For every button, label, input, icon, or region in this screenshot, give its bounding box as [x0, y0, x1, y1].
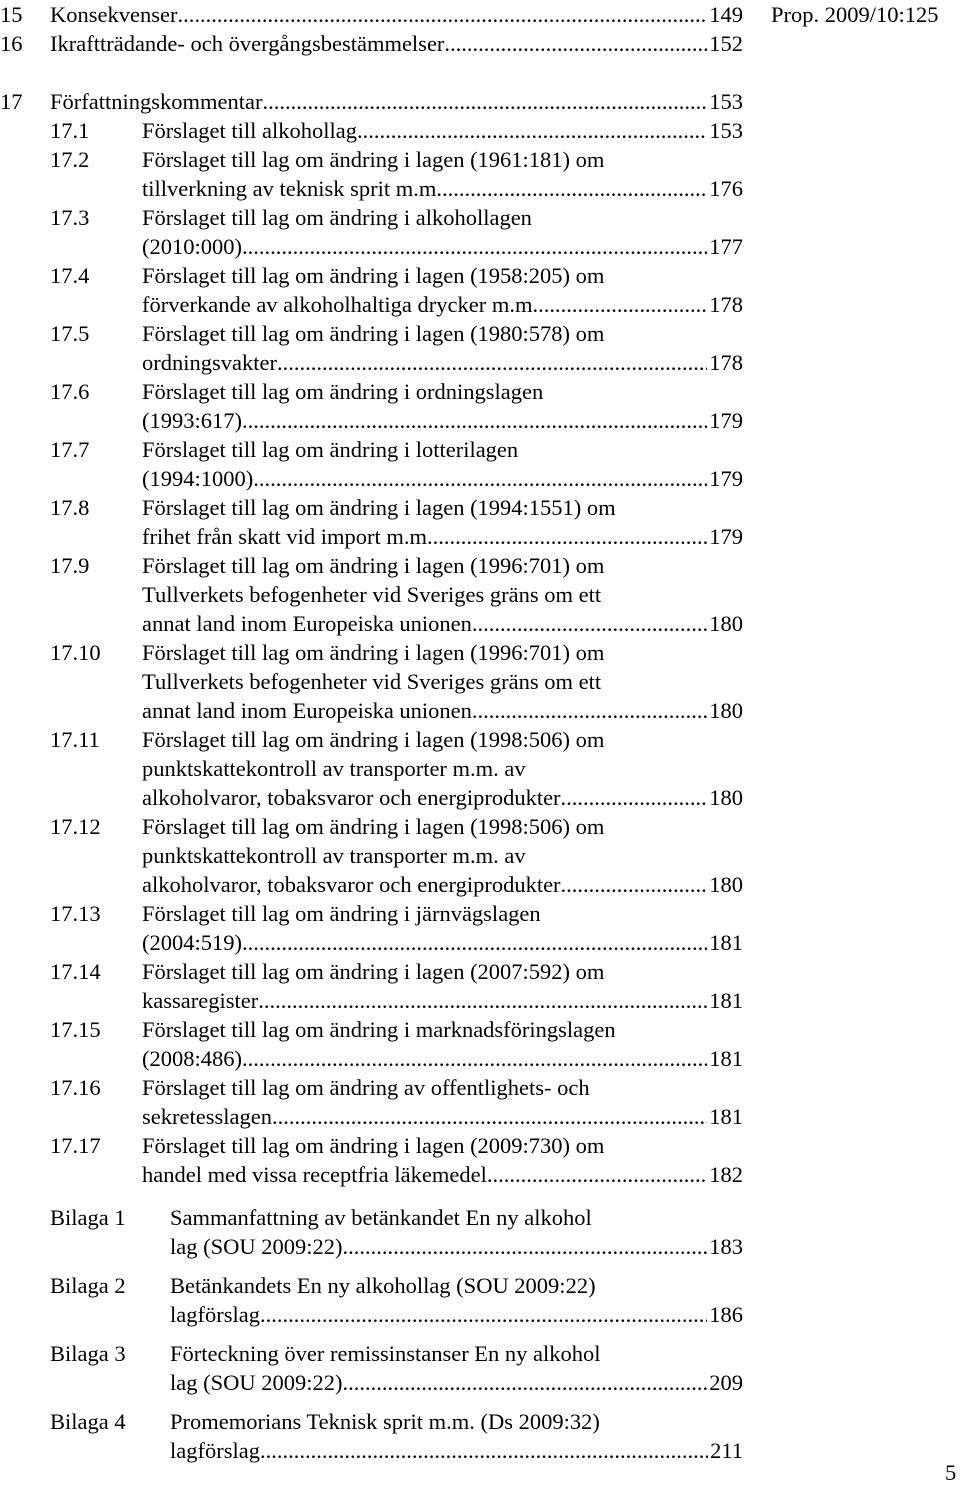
toc-entry-number: Bilaga 2 — [50, 1273, 126, 1298]
toc-entry-title-line: annat land inom Europeiska unionen — [142, 698, 472, 723]
toc-entry-title-line: Förslaget till lag om ändring i lagen (1958:205) om — [142, 263, 605, 288]
toc-entry-number: 17.17 — [50, 1133, 101, 1158]
toc-entry-title-line: (1993:617) — [142, 408, 242, 433]
toc-entry-page: 180 — [709, 698, 743, 723]
toc-entry-page: 180 — [709, 872, 743, 897]
page-number: 5 — [945, 1460, 957, 1485]
toc-entry-number: 17.11 — [50, 727, 100, 752]
toc-entry-page: 178 — [709, 292, 743, 317]
toc-entry-page: 180 — [709, 785, 743, 810]
toc-entry-page: 177 — [709, 234, 743, 259]
toc-entry-page: 149 — [709, 2, 743, 27]
toc-entry-title-line: Förslaget till lag om ändring i marknadsföringslagen — [142, 1017, 616, 1042]
toc-entry-number: 17.9 — [50, 553, 90, 578]
toc-entry-title-line: annat land inom Europeiska unionen — [142, 611, 472, 636]
toc-entry-title-line: punktskattekontroll av transporter m.m. av — [142, 843, 526, 868]
toc-entry-page: 179 — [709, 408, 743, 433]
toc-entry-title-line: Förslaget till lag om ändring i lagen (2009:730) om — [142, 1133, 605, 1158]
toc-entry-title-line: Förslaget till lag om ändring i lagen (1998:506) om — [142, 727, 605, 752]
dot-leader — [343, 1232, 708, 1261]
dot-leader — [472, 696, 707, 725]
toc-entry-title-line: Författningskommentar — [50, 89, 263, 114]
dot-leader — [272, 1102, 707, 1131]
toc-entry-title-line: sekretesslagen — [142, 1104, 272, 1129]
dot-leader — [253, 464, 707, 493]
toc-entry-page: 181 — [709, 1046, 743, 1071]
toc-entry-number: 17 — [0, 89, 23, 114]
dot-leader — [487, 1160, 707, 1189]
toc-entry-page: 153 — [709, 89, 743, 114]
dot-leader — [242, 406, 707, 435]
dot-leader — [561, 783, 708, 812]
toc-entry-title-line: Ikraftträdande- och övergångsbestämmelser — [50, 31, 445, 56]
toc-entry-title-line: Förteckning över remissinstanser En ny alkohol — [170, 1341, 601, 1366]
dot-leader — [277, 348, 707, 377]
toc-entry-title-line: handel med vissa receptfria läkemedel — [142, 1162, 487, 1187]
toc-entry-page: 180 — [709, 611, 743, 636]
toc-entry-page: 186 — [709, 1302, 743, 1327]
toc-entry-page: 181 — [709, 1104, 743, 1129]
toc-entry-number: 17.15 — [50, 1017, 101, 1042]
toc-entry-title-line: Förslaget till lag om ändring i alkohollagen — [142, 205, 532, 230]
toc-entry-number: 17.4 — [50, 263, 90, 288]
toc-entry-title-line: Förslaget till lag om ändring i lagen (1998:506) om — [142, 814, 605, 839]
toc-entry-page: 176 — [709, 176, 743, 201]
toc-entry-number: 17.12 — [50, 814, 101, 839]
toc-entry-page: 209 — [709, 1370, 743, 1395]
dot-leader — [561, 870, 708, 899]
toc-entry-title-line: punktskattekontroll av transporter m.m. av — [142, 756, 526, 781]
toc-entry-title-line: Sammanfattning av betänkandet En ny alkohol — [170, 1205, 592, 1230]
toc-entry-title-line: ordningsvakter — [142, 350, 277, 375]
toc-entry-page: 183 — [709, 1234, 743, 1259]
toc-entry-number: 17.7 — [50, 437, 90, 462]
toc-entry-number: 17.6 — [50, 379, 90, 404]
dot-leader — [258, 986, 707, 1015]
toc-entry-title-line: Förslaget till lag om ändring i lagen (1980:578) om — [142, 321, 605, 346]
toc-entry-page: 179 — [709, 466, 743, 491]
toc-entry-page: 211 — [710, 1438, 743, 1463]
toc-entry-number: 15 — [0, 2, 23, 27]
toc-entry-title-line: Förslaget till lag om ändring i lotterilagen — [142, 437, 519, 462]
toc-entry-number: 17.14 — [50, 959, 101, 984]
toc-entry-title-line: (2004:519) — [142, 930, 242, 955]
toc-entry-title-line: Förslaget till lag om ändring i lagen (1994:1551) om — [142, 495, 616, 520]
toc-entry-title-line: Förslaget till lag om ändring i ordningslagen — [142, 379, 544, 404]
toc-entry-title-line: alkoholvaror, tobaksvaror och energiprodukter — [142, 872, 561, 897]
toc-entry-title-line: Förslaget till lag om ändring i lagen (2007:592) om — [142, 959, 605, 984]
toc-entry-title-line: lag (SOU 2009:22) — [170, 1370, 343, 1395]
dot-leader — [343, 1368, 708, 1397]
toc-entry-title-line: (1994:1000) — [142, 466, 254, 491]
dot-leader — [433, 522, 708, 551]
toc-entry-title-line: Förslaget till lag om ändring av offentlighets- och — [142, 1075, 590, 1100]
proposition-reference: Prop. 2009/10:125 — [771, 2, 939, 27]
toc-entry-page: 178 — [709, 350, 743, 375]
toc-entry-number: 17.8 — [50, 495, 90, 520]
toc-entry-page: 181 — [709, 988, 743, 1013]
toc-entry-title-line: kassaregister — [142, 988, 259, 1013]
dot-leader — [242, 928, 707, 957]
toc-entry-number: 17.2 — [50, 147, 90, 172]
dot-leader — [177, 0, 707, 29]
toc-entry-title-line: frihet från skatt vid import m.m. — [142, 524, 433, 549]
toc-entry-page: 152 — [709, 31, 743, 56]
toc-entry-title-line: Förslaget till lag om ändring i lagen (1996:701) om — [142, 640, 605, 665]
toc-entry-number: 17.1 — [50, 118, 90, 143]
dot-leader — [444, 29, 707, 58]
dot-leader — [262, 87, 707, 116]
toc-entry-title-line: Förslaget till alkohollag — [142, 118, 357, 143]
toc-entry-page: 181 — [709, 930, 743, 955]
toc-entry-title-line: Förslaget till lag om ändring i lagen (1961:181) om — [142, 147, 605, 172]
toc-entry-title-line: Tullverkets befogenheter vid Sveriges gräns om ett — [142, 669, 602, 694]
dot-leader — [260, 1300, 707, 1329]
toc-entry-number: 17.10 — [50, 640, 101, 665]
toc-entry-title-line: Promemorians Teknisk sprit m.m. (Ds 2009:32) — [170, 1409, 600, 1434]
toc-entry-number: 16 — [0, 31, 23, 56]
toc-entry-title-line: lag (SOU 2009:22) — [170, 1234, 343, 1259]
toc-entry-title-line: Betänkandets En ny alkohollag (SOU 2009:22) — [170, 1273, 596, 1298]
toc-entry-title-line: (2010:000) — [142, 234, 242, 259]
toc-entry-title-line: Konsekvenser — [50, 2, 178, 27]
toc-entry-number: Bilaga 4 — [50, 1409, 126, 1434]
toc-entry-title-line: Förslaget till lag om ändring i järnvägslagen — [142, 901, 541, 926]
toc-entry-title-line: alkoholvaror, tobaksvaror och energiprodukter — [142, 785, 561, 810]
toc-entry-title-line: (2008:486) — [142, 1046, 242, 1071]
toc-entry-title-line: Tullverkets befogenheter vid Sveriges gräns om ett — [142, 582, 602, 607]
dot-leader — [442, 174, 707, 203]
dot-leader — [357, 116, 707, 145]
toc-entry-page: 179 — [709, 524, 743, 549]
dot-leader — [260, 1436, 708, 1465]
dot-leader — [242, 1044, 707, 1073]
toc-entry-number: 17.3 — [50, 205, 90, 230]
toc-entry-number: Bilaga 3 — [50, 1341, 126, 1366]
toc-entry-title-line: lagförslag — [170, 1302, 260, 1327]
toc-entry-title-line: lagförslag — [170, 1438, 260, 1463]
dot-leader — [538, 290, 707, 319]
toc-entry-title-line: tillverkning av teknisk sprit m.m. — [142, 176, 442, 201]
dot-leader — [242, 232, 707, 261]
toc-entry-page: 153 — [709, 118, 743, 143]
toc-entry-title-line: Förslaget till lag om ändring i lagen (1996:701) om — [142, 553, 605, 578]
toc-entry-number: 17.13 — [50, 901, 101, 926]
dot-leader — [472, 609, 707, 638]
toc-entry-number: 17.5 — [50, 321, 90, 346]
toc-entry-number: 17.16 — [50, 1075, 101, 1100]
toc-entry-number: Bilaga 1 — [50, 1205, 126, 1230]
toc-entry-title-line: förverkande av alkoholhaltiga drycker m.m. — [142, 292, 539, 317]
toc-entry-page: 182 — [709, 1162, 743, 1187]
